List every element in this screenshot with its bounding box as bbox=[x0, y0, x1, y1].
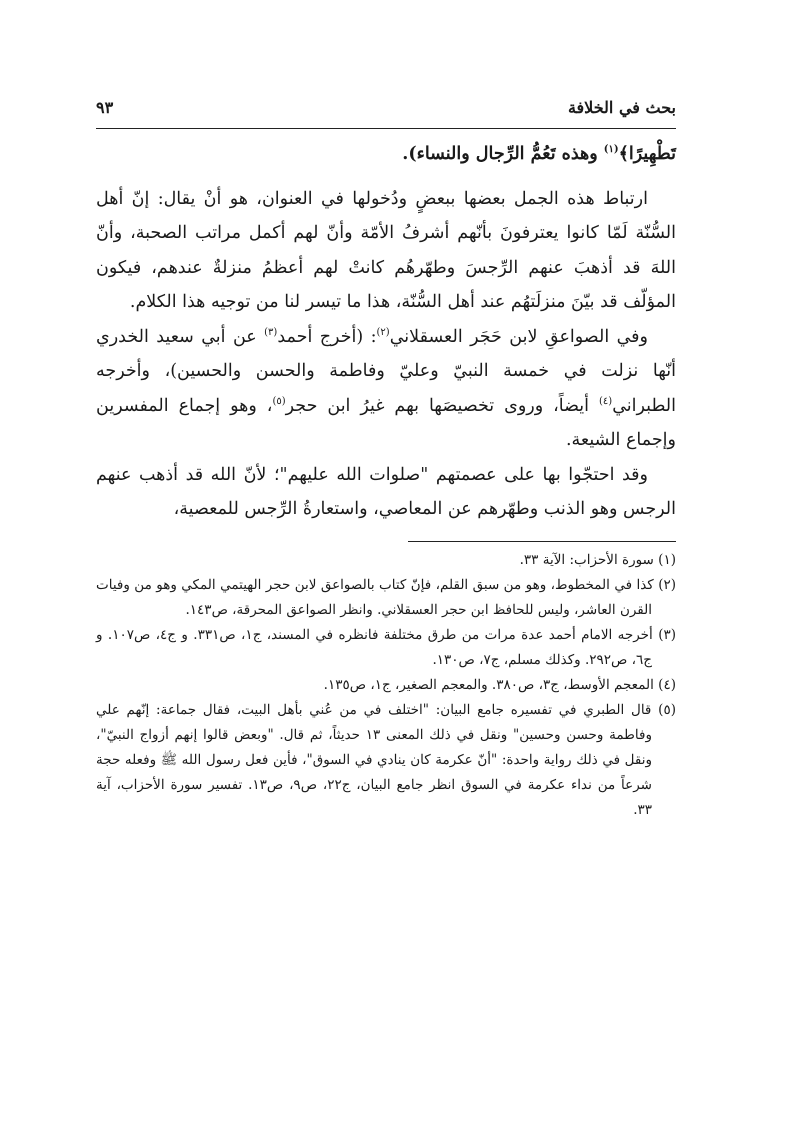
footnote-number: (٢) bbox=[658, 576, 677, 593]
footnotes bbox=[96, 548, 676, 823]
quote-text: وهذه تَعُمُّ الرِّجال والنساء). bbox=[402, 144, 604, 164]
footnote bbox=[96, 623, 676, 673]
footnote bbox=[96, 673, 676, 698]
footnote bbox=[96, 698, 676, 823]
footnote-text: سورة الأحزاب: الآية ٣٣. bbox=[519, 551, 654, 568]
footnote-ref: (٤) bbox=[599, 395, 613, 407]
main-text bbox=[96, 137, 676, 527]
continued-quote bbox=[96, 137, 676, 172]
quran-verse-fragment: تَطْهِيرًا﴾ bbox=[618, 144, 676, 164]
footnote-ref: (٣) bbox=[264, 326, 278, 338]
footnote-separator bbox=[408, 541, 676, 542]
footnote bbox=[96, 573, 676, 623]
footnote-text: قال الطبري في تفسيره جامع البيان: "اختلف في من عُني بأهل البيت، فقال جماعة: إنّهم علي وفاطمة وحسن وحسين" ونقل في ذلك المعنى ١٣ حديثاً، ثم قال. "وبعض قالوا إنهم أزواج النبيّ"، ونقل في ذلك رواية واحدة: "أنّ عكرمة كان ينادي في السوق"، فأين فعل رسول الله ﷺ وفعله حجة شرعاً من نداء عكرمة في السوق انظر جامع البيان، ج٢٢، ص٩، ص١٣. تفسير سورة الأحزاب، آية ٣٣. bbox=[96, 701, 652, 818]
footnote bbox=[96, 548, 676, 573]
footnote-ref: (٥) bbox=[272, 395, 286, 407]
paragraph: وقد احتجّوا بها على عصمتهم "صلوات الله عليهم"؛ لأنّ الله قد أذهب عنهم الرجس وهو الذنب وطهّرهم عن المعاصي، واستعارةُ الرِّجس للمعصية، bbox=[96, 464, 676, 519]
footnote-number: (٥) bbox=[658, 701, 676, 718]
footnote-number: (١) bbox=[658, 551, 676, 568]
footnote-text: المعجم الأوسط، ج٣، ص٣٨٠. والمعجم الصغير، ج١، ص١٣٥. bbox=[323, 676, 654, 693]
footnote-number: (٤) bbox=[658, 676, 676, 693]
footnote-text: كذا في المخطوط، وهو من سبق القلم، فإنّ كتاب بالصواعق لابن حجر الهيتمي المكي وهو من وفيات القرن العاشر، وليس للحافظ ابن حجر العسقلاني. وانظر الصواعق المحرقة، ص١٤٣. bbox=[96, 576, 654, 618]
footnote-text: أخرجه الامام أحمد عدة مرات من طرق مختلفة فانظره في المسند، ج١، ص٣٣١. و ج٤، ص١٠٧. و ج٦، ص٢٩٢. وكذلك مسلم، ج٧، ص١٣٠. bbox=[96, 626, 653, 668]
paragraph: وفي الصواعقِ لابن حَجَر العسقلاني$^{(٢)}$: (أخرج أحمد$^{(٣)}$ عن أبي سعيد الخدري أنّها نزلت في خمسة النبيّ وعليّ وفاطمة والحسن والحسين)، وأخرجه الطبراني$^{(٤)}$ أيضاً، وروى تخصيصَها بهم غيرُ ابن حجر$^{(٥)}$، وهو إجماع المفسرين وإجماع الشيعة. bbox=[96, 326, 676, 450]
paragraph: ارتباط هذه الجمل بعضها ببعضٍ ودُخولها في العنوان، هو أنْ يقال: إنّ أهل السُّنّة لَمّا كانوا يعترفونَ بأنّهم أشرفُ الأمّة وأنّ لهم أكمل مراتب الصحبة، وأنّ اللهَ قد أذهبَ عنهم الرِّجسَ وطهّرهُم كانتْ لهم أعظمُ منزلةٌ عندهم، فيكون المؤلّف قد بيّنَ منزلَتهُم عند أهل السُّنّة، هذا ما تيسر لنا من توجيه هذا الكلام. bbox=[96, 188, 676, 312]
book-page bbox=[96, 92, 676, 1092]
footnote-ref: (٢) bbox=[376, 326, 390, 338]
running-title: بحث في الخلافة bbox=[567, 98, 676, 117]
page-header bbox=[96, 92, 676, 129]
footnote-ref: (١) bbox=[603, 144, 619, 156]
footnote-number: (٣) bbox=[658, 626, 677, 643]
page-number: ٩٣ bbox=[96, 98, 114, 117]
